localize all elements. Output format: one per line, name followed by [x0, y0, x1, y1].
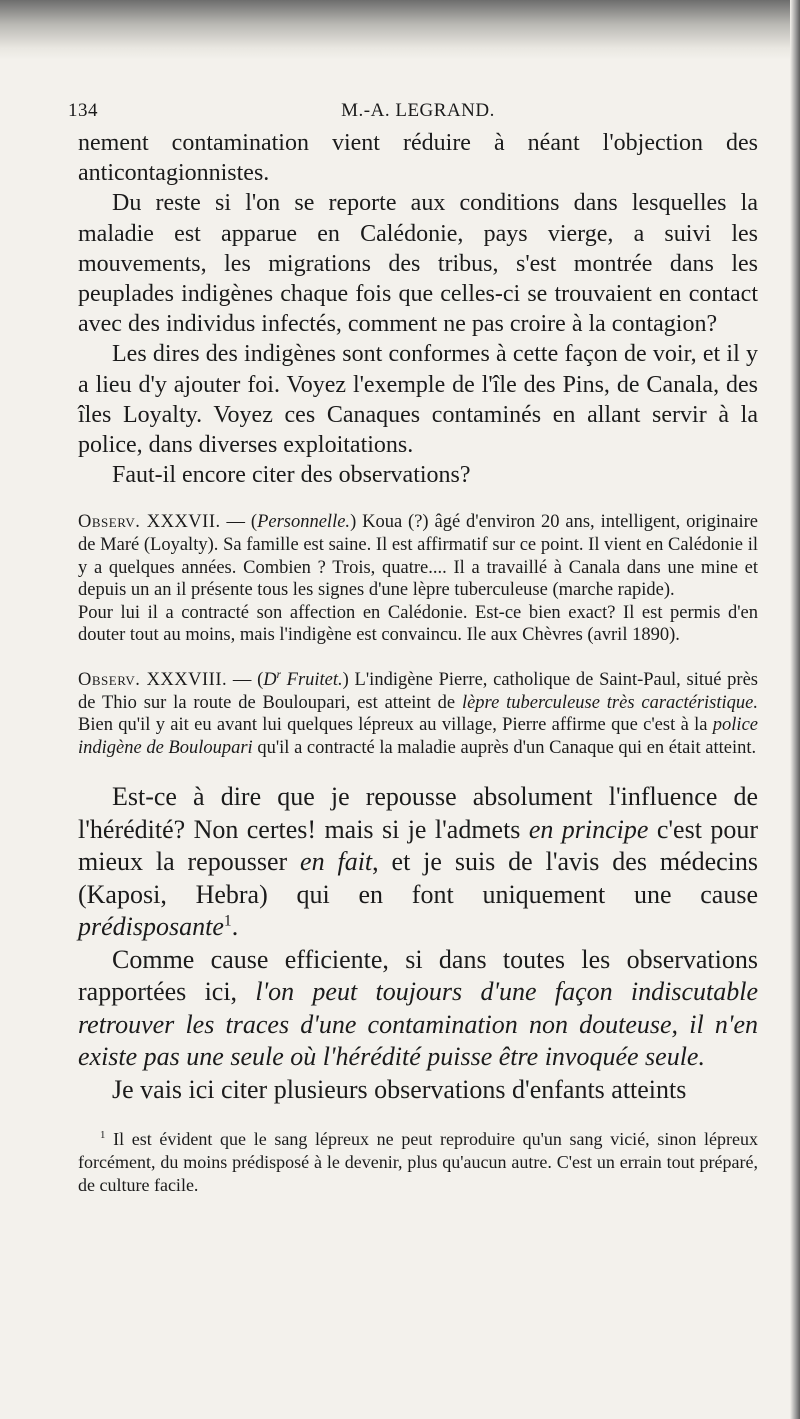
observation-37-label: Observ. XXXVII. [78, 512, 221, 533]
paragraph-enfants: Je vais ici citer plusieurs observations d'enfants atteints [112, 1074, 687, 1104]
paragraph-contagion: Du reste si l'on se reporte aux conditions dans lesquelles la maladie est apparue en Calédonie, pays vierge, a suivi les mouvements, les migrations des tribus, s'est montrée dans les peuplades indigènes chaque fois que celles-ci se trouvaient en contact avec des individus infectés, comment ne pas croire à la contagion? [78, 190, 758, 338]
observation-38-label: Observ. XXXVIII. [78, 670, 228, 690]
intro-text [78, 128, 758, 490]
observation-37-body: Observ. XXXVII. — (Personnelle.) Koua (?) âgé d'environ 20 ans, intelligent, originaire de Maré (Loyalty). Sa famille est saine. Il est affirmatif sur ce point. Il vient en Calédonie il y a quelques années. Combien ? Trois, quatre.... Il a travaillé à Canala dans une mine et depuis un an il présente tous les signes d'une lèpre tuberculeuse (marche rapide). [78, 512, 758, 601]
footnote-text: $^1$ Il est évident que le sang lépreux ne peut reproduire qu'un sang vicié, sinon lépreux forcément, du moins prédisposé à le devenir, plus qu'aucun autre. C'est un errain tout préparé, de culture facile. [78, 1129, 758, 1196]
running-head-author: M.-A. LEGRAND. [341, 100, 495, 121]
footnote-mark: 1 [100, 1129, 106, 1142]
observation-38-body: Observ. XXXVIII. — ($D^r$ Fruitet.) L'indigène Pierre, catholique de Saint-Paul, situé près de Thio sur la route de Bouloupari, est atteint de lèpre tuberculeuse très caractéristique. Bien qu'il y ait eu avant lui quelques lépreux au village, Pierre affirme que c'est à la police indigène de Bouloupari qu'il a contracté la maladie auprès d'un Canaque qui en était atteint. [78, 668, 758, 758]
observation-37 [78, 511, 758, 647]
paragraph-indigenes: Les dires des indigènes sont conformes à cette façon de voir, et il y a lieu d'y ajouter foi. Voyez l'exemple de l'île des Pins, de Canala, des îles Loyalty. Voyez ces Canaques contaminés en allant servir à la police, dans diverses exploitations. [78, 341, 758, 459]
observation-38 [78, 669, 758, 759]
book-page [68, 100, 759, 1197]
paragraph-heredite: Est-ce à dire que je repousse absolument l'influence de l'hérédité? Non certes! mais si je l'admets en principe c'est pour mieux la repousser en fait, et je suis de l'avis des médecins (Kaposi, Hebra) qui en font uniquement une cause prédisposante$^1$. [78, 782, 759, 942]
footnote [78, 1128, 758, 1197]
footnote-ref: 1 [223, 912, 232, 930]
paragraph-question: Faut-il encore citer des observations? [112, 462, 471, 489]
paragraph-cause-efficiente: Comme cause efficiente, si dans toutes les observations rapportées ici, l'on peut toujours d'une façon indiscutable retrouver les traces d'une contamination non douteuse, il n'en existe pas une seule où l'hérédité puisse être invoquée seule. [78, 944, 758, 1072]
running-head [68, 100, 758, 128]
observation-37-conclusion: Pour lui il a contracté son affection en Calédonie. Est-ce bien exact? Il est permis d'en douter tout au moins, mais l'indigène est convaincu. Ile aux Chèvres (avril 1890). [78, 602, 758, 646]
observation-37-source: Personnelle. [257, 512, 351, 533]
paragraph-continued: nement contamination vient réduire à néant l'objection des anticontagionnistes. [78, 130, 758, 187]
conclusion-text [78, 781, 758, 1106]
scan-edge-top [0, 0, 800, 60]
scan-edge-right [790, 0, 800, 1419]
page-number: 134 [68, 100, 98, 121]
observation-38-source: $D^r$ Fruitet. [263, 668, 343, 690]
